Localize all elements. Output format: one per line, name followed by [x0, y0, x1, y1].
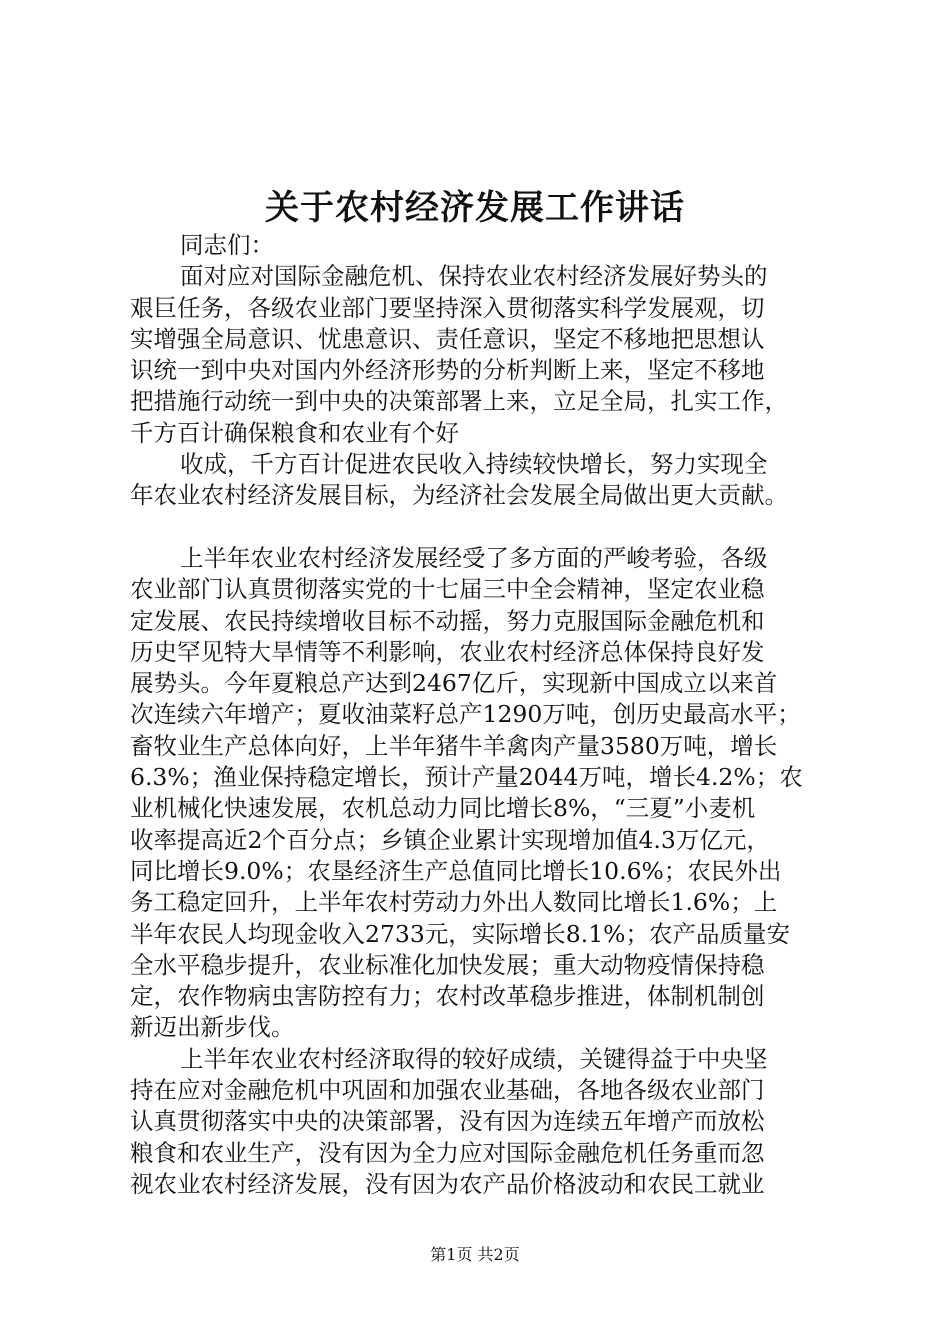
text-line: 全水平稳步提升，农业标准化加快发展；重大动物疫情保持稳 [130, 950, 765, 979]
text-line: 6.3%；渔业保持稳定增长，预计产量2044万吨，增长4.2%；农 [130, 763, 803, 792]
text-line: 艰巨任务，各级农业部门要坚持深入贯彻落实科学发展观，切 [130, 293, 765, 322]
text-line: 畜牧业生产总体向好，上半年猪牛羊禽肉产量3580万吨，增长 [130, 731, 778, 760]
text-line: 次连续六年增产；夏收油菜籽总产1290万吨，创历史最高水平； [130, 700, 801, 729]
text-line: 认真贯彻落实中央的决策部署，没有因为连续五年增产而放松 [130, 1107, 765, 1136]
text-line: 识统一到中央对国内外经济形势的分析判断上来，坚定不移地 [130, 356, 765, 385]
text-line: 同志们： [180, 231, 274, 259]
document-title: 关于农村经济发展工作讲话 [265, 188, 685, 228]
text-line: 新迈出新步伐。 [130, 1013, 295, 1042]
text-line: 务工稳定回升，上半年农村劳动力外出人数同比增长1.6%；上 [130, 888, 778, 917]
text-line: 收率提高近2个百分点；乡镇企业累计实现增加值4.3万亿元， [130, 825, 770, 854]
text-line: 历史罕见特大旱情等不利影响，农业农村经济总体保持良好发 [130, 637, 765, 666]
text-line: 同比增长9.0%；农垦经济生产总值同比增长10.6%；农民外出 [130, 856, 782, 885]
text-line: 年农业农村经济发展目标，为经济社会发展全局做出更大贡献。 [130, 481, 788, 510]
text-line: 半年农民人均现金收入2733元，实际增长8.1%；农产品质量安 [130, 919, 791, 948]
text-line: 农业部门认真贯彻落实党的十七届三中全会精神，坚定农业稳 [130, 575, 765, 604]
page-number: 第1页 共2页 [430, 1245, 520, 1264]
text-line: 定，农作物病虫害防控有力；农村改革稳步推进，体制机制创 [130, 982, 765, 1011]
text-line: 把措施行动统一到中央的决策部署上来，立足全局，扎实工作， [130, 387, 788, 416]
text-line: 持在应对金融危机中巩固和加强农业基础，各地各级农业部门 [130, 1076, 765, 1105]
text-line: 粮食和农业生产，没有因为全力应对国际金融危机任务重而忽 [130, 1138, 765, 1167]
text-line: 业机械化快速发展，农机总动力同比增长8%，“三夏”小麦机 [130, 794, 756, 823]
text-line: 收成，千方百计促进农民收入持续较快增长，努力实现全 [180, 450, 768, 479]
blank-line [130, 512, 830, 543]
text-line: 上半年农业农村经济发展经受了多方面的严峻考验，各级 [180, 543, 768, 572]
text-line: 定发展、农民持续增收目标不动摇，努力克服国际金融危机和 [130, 606, 765, 635]
text-line: 展势头。今年夏粮总产达到2467亿斤，实现新中国成立以来首 [130, 669, 778, 698]
text-line: 千方百计确保粮食和农业有个好 [130, 418, 459, 447]
document-body [130, 230, 830, 1200]
text-line: 上半年农业农村经济取得的较好成绩，关键得益于中央坚 [180, 1044, 768, 1073]
text-line: 视农业农村经济发展，没有因为农产品价格波动和农民工就业 [130, 1169, 765, 1198]
text-line: 实增强全局意识、忧患意识、责任意识，坚定不移地把思想认 [130, 324, 765, 353]
text-line: 面对应对国际金融危机、保持农业农村经济发展好势头的 [180, 262, 768, 291]
